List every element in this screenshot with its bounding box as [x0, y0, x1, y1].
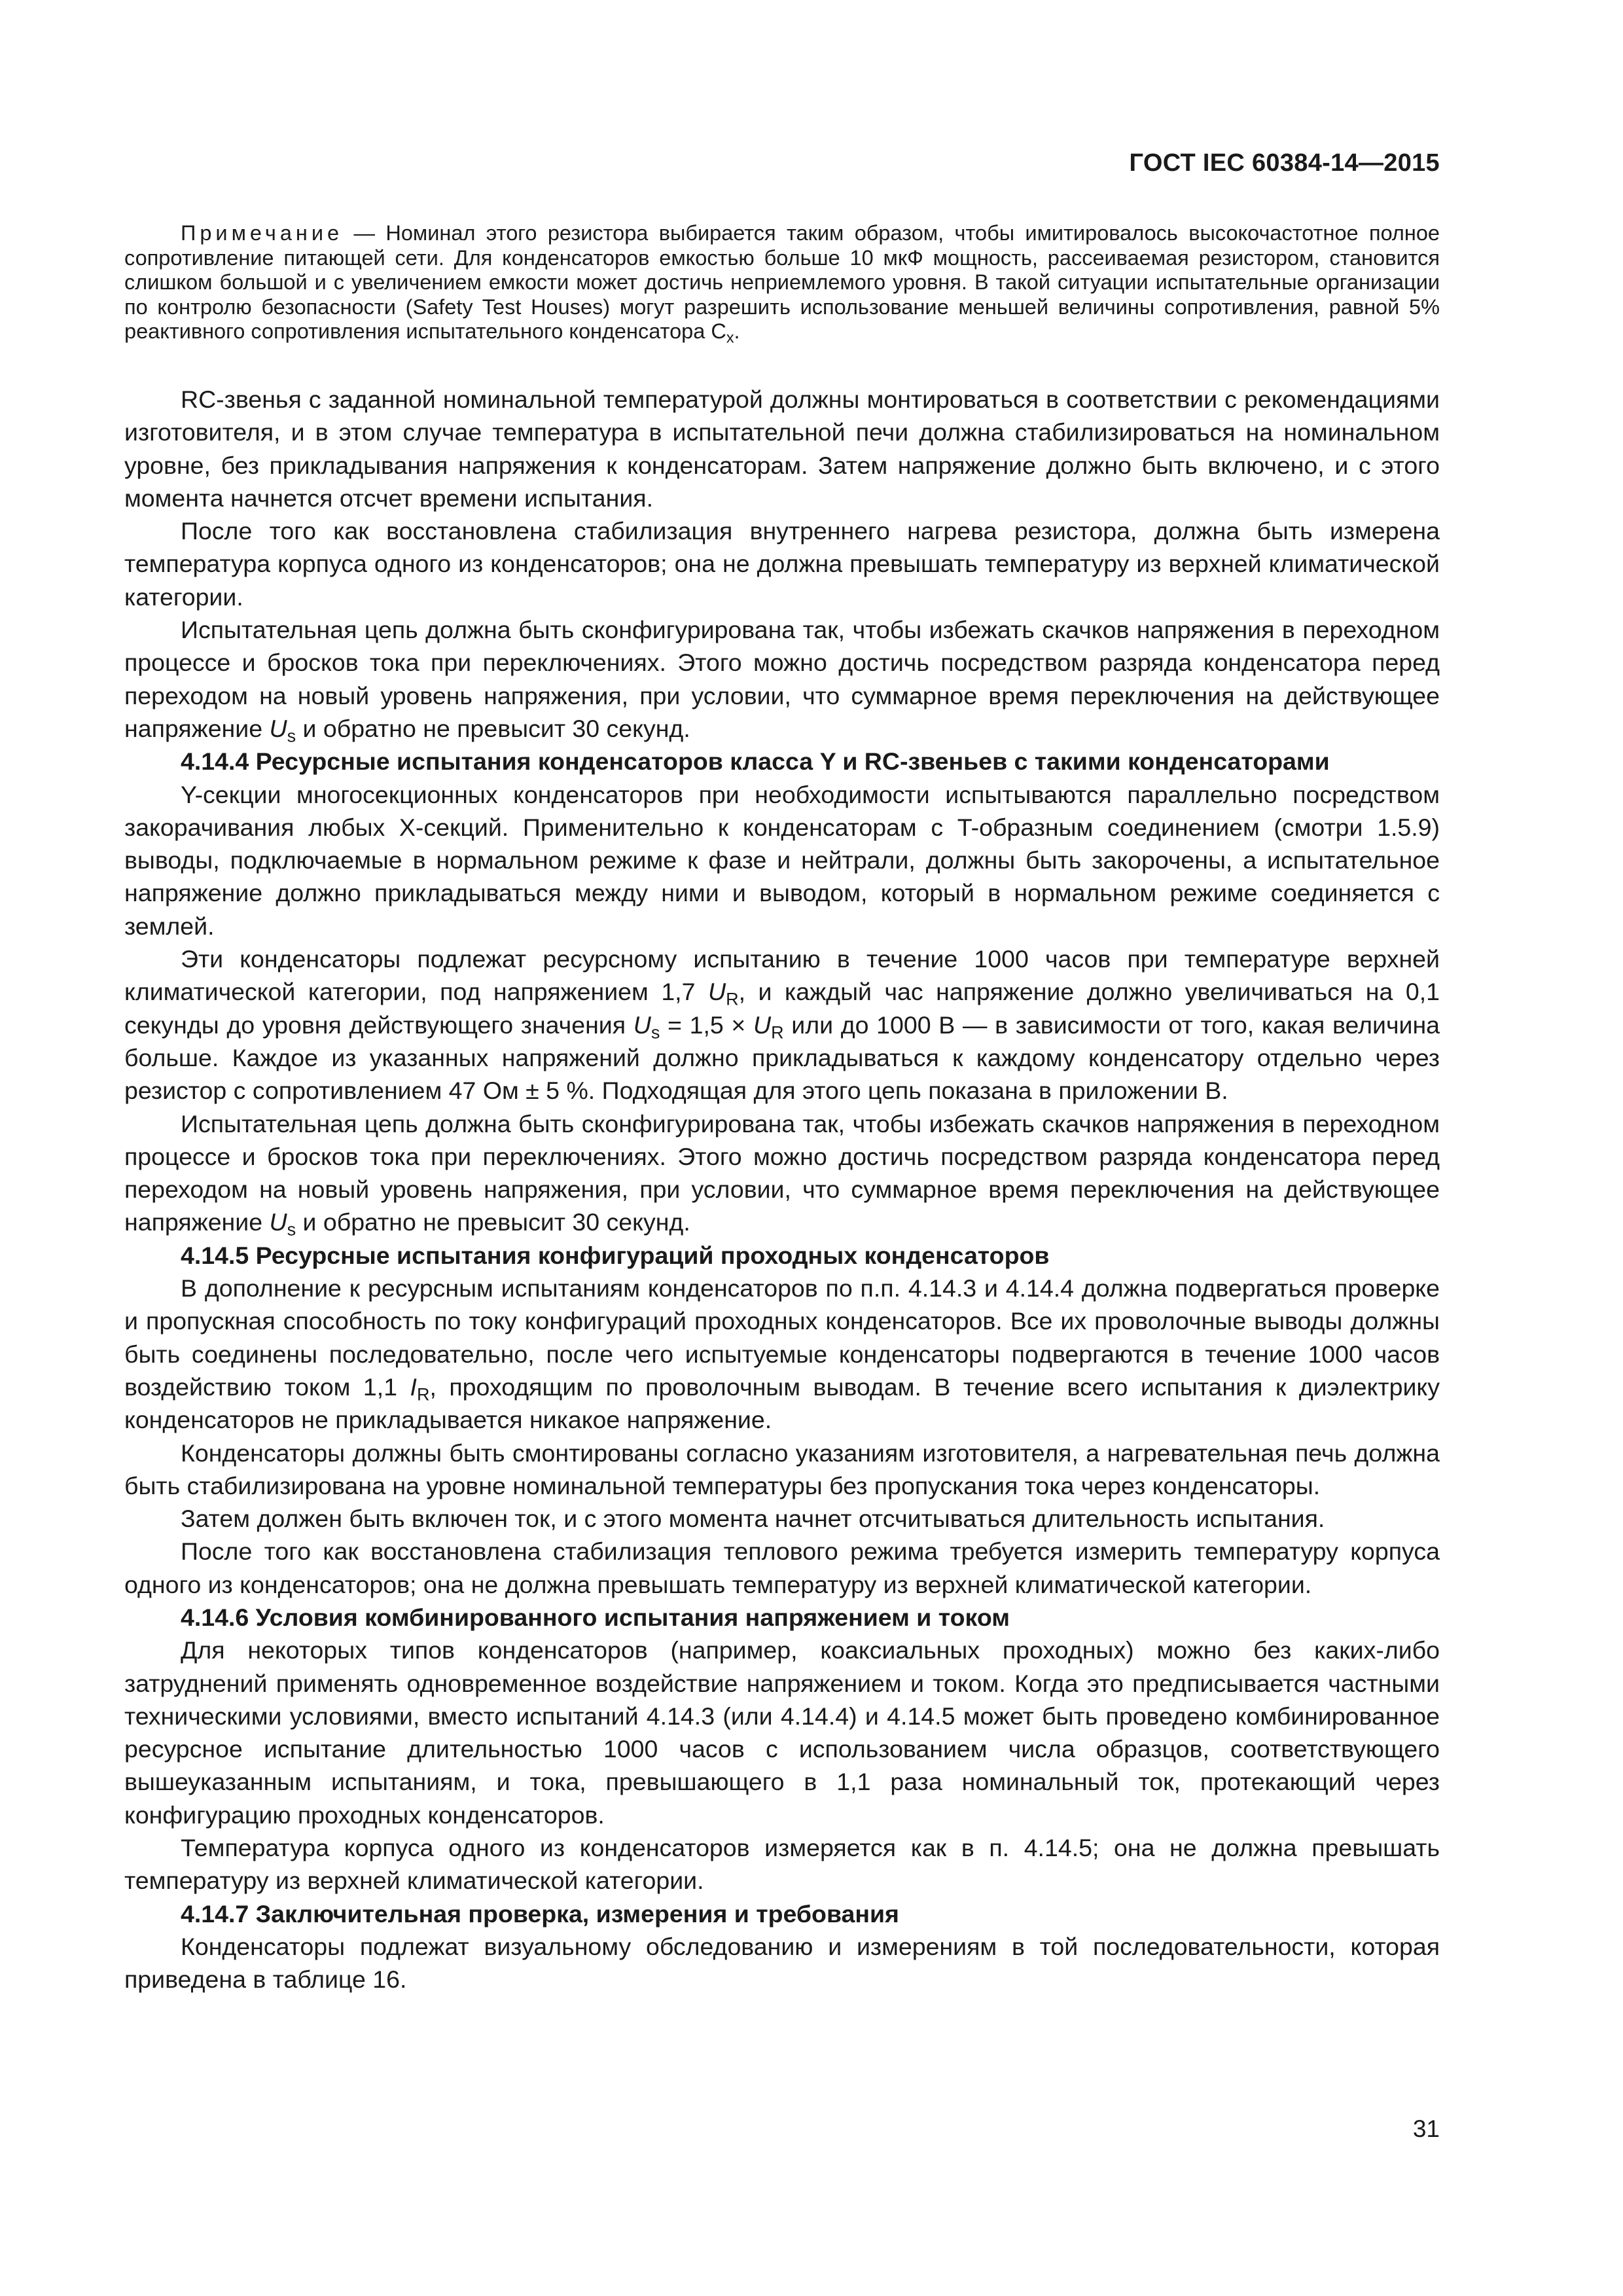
note-block [124, 221, 1440, 344]
paragraph: После того как восстановлена стабилизация внутреннего нагрева резистора, должна быть измерена температура корпуса одного из конденсаторов; она не должна превышать температуру из верхней климатической категории. [124, 517, 1440, 611]
section-heading: 4.14.4 Ресурсные испытания конденсаторов класса Y и RC-звеньев с такими конденсаторами [181, 747, 1330, 776]
paragraph: После того как восстановлена стабилизация теплового режима требуется измерить температуру корпуса одного из конденсаторов; она не должна превышать температуру из верхней климатической категории. [124, 1537, 1440, 1598]
paragraph: RC-звенья с заданной номинальной температурой должны монтироваться в соответствии с рекомендациями изготовителя, и в этом случае температура в испытательной печи должна стабилизироваться на номинальном уровне, без прикладывания напряжения к конденсаторам. Затем напряжение должно быть включено, и с этого момента начнется отсчет времени испытания. [124, 386, 1440, 512]
paragraph: Y-секции многосекционных конденсаторов при необходимости испытываются параллельно посредством закорачивания любых X-секций. Применительно к конденсаторам с T-образным соединением (смотри 1.5.9) выводы, подключаемые в нормальном режиме к фазе и нейтрали, должны быть закорочены, а испытательное напряжение должно прикладываться между ними и выводом, который в нормальном режиме соединяется с землей. [124, 780, 1440, 940]
section-heading: 4.14.6 Условия комбинированного испытания напряжением и током [181, 1603, 1010, 1631]
document-header: ГОСТ IEC 60384-14—2015 [1129, 149, 1440, 177]
paragraph: Для некоторых типов конденсаторов (например, коаксиальных проходных) можно без каких-либо затруднений применять одновременное воздействие напряжением и током. Когда это предписывается частными техническими условиями, вместо испытаний 4.14.3 (или 4.14.4) и 4.14.5 может быть проведено комбинированное ресурсное испытание длительностью 1000 часов с использованием числа образцов, соответствующего вышеуказанным испытаниям, и тока, превышающего в 1,1 раза номинальный ток, протекающий через конфигурацию проходных конденсаторов. [124, 1636, 1440, 1829]
page-number: 31 [1412, 2115, 1440, 2142]
document-page [124, 0, 1440, 2296]
paragraph: Затем должен быть включен ток, и с этого момента начнет отсчитываться длительность испытания. [181, 1505, 1325, 1533]
note-label: Примечание [181, 221, 344, 245]
paragraph: Конденсаторы должны быть смонтированы согласно указаниям изготовителя, а нагревательная печь должна быть стабилизирована на уровне номинальной температуры без пропускания тока через конденсаторы. [124, 1439, 1440, 1499]
note-paragraph: Примечание — Номинал этого резистора выбирается таким образом, чтобы имитировалось высокочастотное полное сопротивление питающей сети. Для конденсаторов емкостью больше 10 мкФ мощность, рассеиваемая резистором, становится слишком большой и с увеличением емкости может достичь неприемлемого уровня. В такой ситуации испытательные организации по контролю безопасности (Safety Test Houses) могут разрешить использование меньшей величины сопротивления, равной 5% реактивного сопротивления испытательного конденсатора $C_x$. [124, 221, 1440, 346]
section-heading: 4.14.7 Заключительная проверка, измерения и требования [181, 1899, 899, 1928]
paragraph: Температура корпуса одного из конденсаторов измеряется как в п. 4.14.5; она не должна превышать температуру из верхней климатической категории. [124, 1834, 1440, 1895]
document-body [124, 383, 1440, 1996]
section-heading: 4.14.5 Ресурсные испытания конфигураций проходных конденсаторов [181, 1241, 1050, 1269]
paragraph: Конденсаторы подлежат визуальному обследованию и измерениям в той последовательности, которая приведена в таблице 16. [124, 1932, 1440, 1994]
paragraph: Испытательная цепь должна быть сконфигурирована так, чтобы избежать скачков напряжения в переходном процессе и бросков тока при переключениях. Этого можно достичь посредством разряда конденсатора перед переходом на новый уровень напряжения, при условии, что суммарное время переключения на действующее напряжение $U_s$ и обратно не превысит 30 секунд. [124, 616, 1440, 746]
paragraph: Эти конденсаторы подлежат ресурсному испытанию в течение 1000 часов при температуре верхней климатической категории, под напряжением 1,7 $U_R$, и каждый час напряжение должно увеличиваться на 0,1 секунды до уровня действующего значения $U_s = 1,5 \times U_R$ или до 1000 В — в зависимости от того, какая величина больше. Каждое из указанных напряжений должно прикладываться к каждому конденсатору отдельно через резистор с сопротивлением 47 Ом ± 5 %. Подходящая для этого цепь показана в приложении В. [124, 945, 1440, 1105]
paragraph: В дополнение к ресурсным испытаниям конденсаторов по п.п. 4.14.3 и 4.14.4 должна подвергаться проверке и пропускная способность по току конфигураций проходных конденсаторов. Все их проволочные выводы должны быть соединены последовательно, после чего испытуемые конденсаторы подвергаются в течение 1000 часов воздействию током 1,1 $I_R$, проходящим по проволочным выводам. В течение всего испытания к диэлектрику конденсаторов не прикладывается никакое напряжение. [124, 1274, 1440, 1434]
paragraph: Испытательная цепь должна быть сконфигурирована так, чтобы избежать скачков напряжения в переходном процессе и бросков тока при переключениях. Этого можно достичь посредством разряда конденсатора перед переходом на новый уровень напряжения, при условии, что суммарное время переключения на действующее напряжение $U_s$ и обратно не превысит 30 секунд. [124, 1109, 1440, 1240]
